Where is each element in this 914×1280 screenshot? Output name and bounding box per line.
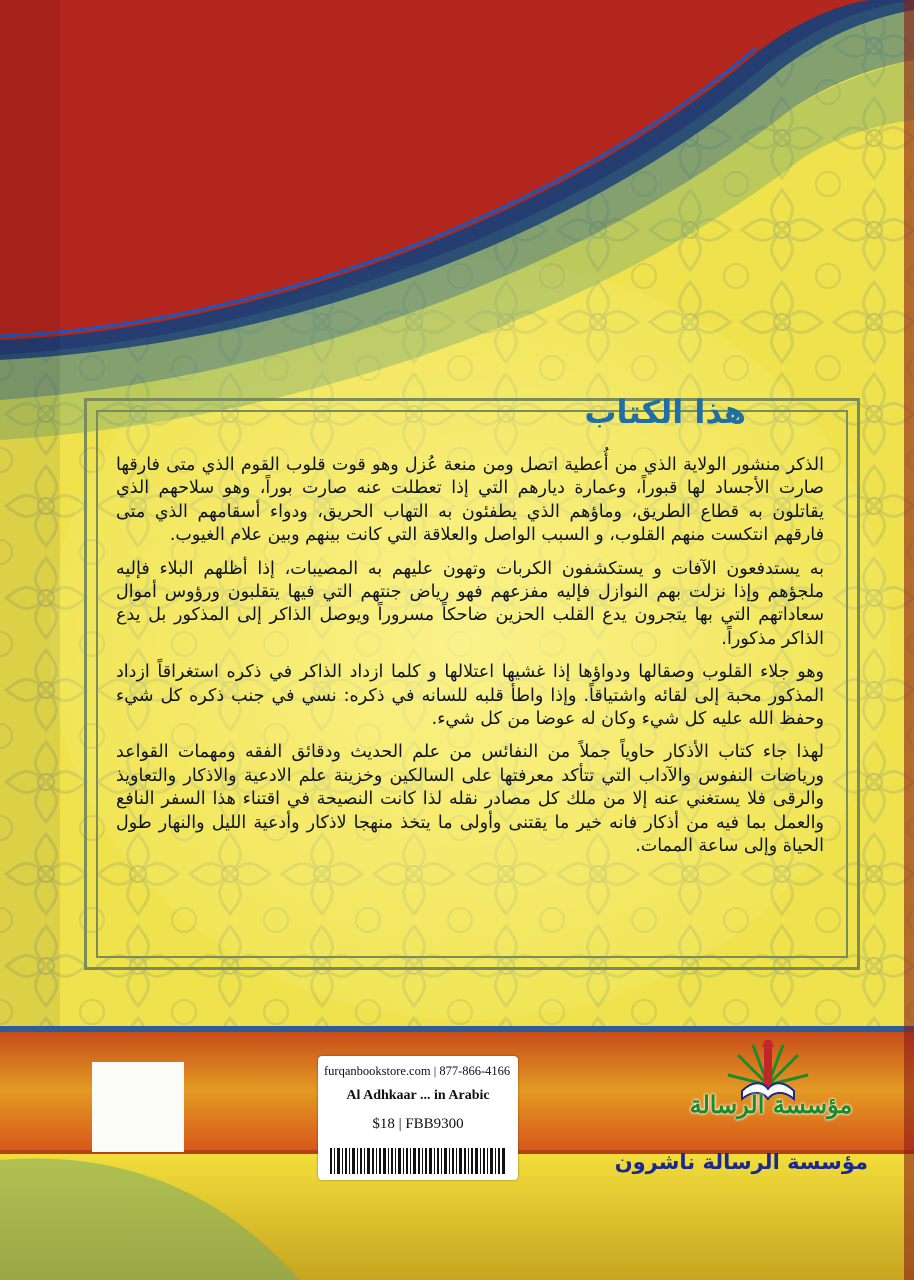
barcode-icon: [330, 1148, 506, 1174]
description-paragraph: لهذا جاء كتاب الأذكار حاوياً جملاً من النفائس من علم الحديث ودقائق الفقه ومهمات القواعد ورياضات النفوس والآداب التي تتأكد معرفتها على السالكين وخزينة علم الادعية والاذكار والتعاويذ والرقى فلا يستغني عنه إلا من ملك كل مصادر نقله لذا كانت النصيحة في اقتناء هذا السفر النافع والعمل بما فيه من أذكار فانه خير ما يقتنى وأولى ما يتخذ منهجا لاذكار وأدعية الليل والنهار طول الحياة وإلى ساعة الممات.: [116, 742, 824, 857]
publisher-logo-text: مؤسسة الرسالة: [689, 1090, 853, 1119]
description-text: [116, 454, 824, 869]
price-line: $18 | FBB9300: [372, 1116, 464, 1132]
price-sticker: [318, 1056, 518, 1180]
description-paragraph: الذكر منشور الولاية الذي من أُعطية اتصل ومن منعة عُزل وهو قوت قلوب القوم الذي متى فارقها صارت الأجساد لها قبوراً، وعمارة ديارهم التي إذا تعطلت عنه صارت بوراً، وهو سلاحهم الذي يقاتلون به قطاع الطريق، وماؤهم الذي يطفئون به التهاب الحريق، ودواء أسقامهم الذي متى فارقهم انتكست منهم القلوب، و السبب الواصل والعلاقة التي كانت بينهم وبين علام الغيوب.: [116, 455, 824, 546]
description-paragraph: وهو جلاء القلوب وصقالها ودواؤها إذا غشيها اعتلالها و كلما ازداد الذاكر في ذكره استغراقاً ازداد المذكور محبة إلى لقائه واشتياقاً. وإذا واطأ قلبه للسانه في ذكره: نسي في جنب ذكره كل شيء وحفظ الله عليه كل شيء وكان له عوضا من كل شيء.: [116, 662, 824, 730]
description-paragraph: به يستدفعون الآفات و يستكشفون الكربات وتهون عليهم به المصيبات، إذا أظلهم البلاء فإليه ملجؤهم وإذا نزلت بهم النوازل فإليه مفزعهم فهو رياض جنتهم التي فيها يتقلبون ورؤوس أموال سعاداتهم التي بها يتجرون يدع القلب الحزين ضاحكاً مسروراً ويوصل الذاكر إلى المذكور بل يدع الذاكر مذكوراً.: [116, 558, 824, 649]
store-contact-line: furqanbookstore.com | 877-866-4166: [324, 1064, 511, 1078]
book-title-line: Al Adhkaar ... in Arabic: [346, 1088, 490, 1103]
section-title: هذا الكتاب: [584, 393, 746, 431]
blank-white-label: [92, 1062, 184, 1152]
publisher-name: مؤسسة الرسالة ناشرون: [614, 1150, 868, 1174]
